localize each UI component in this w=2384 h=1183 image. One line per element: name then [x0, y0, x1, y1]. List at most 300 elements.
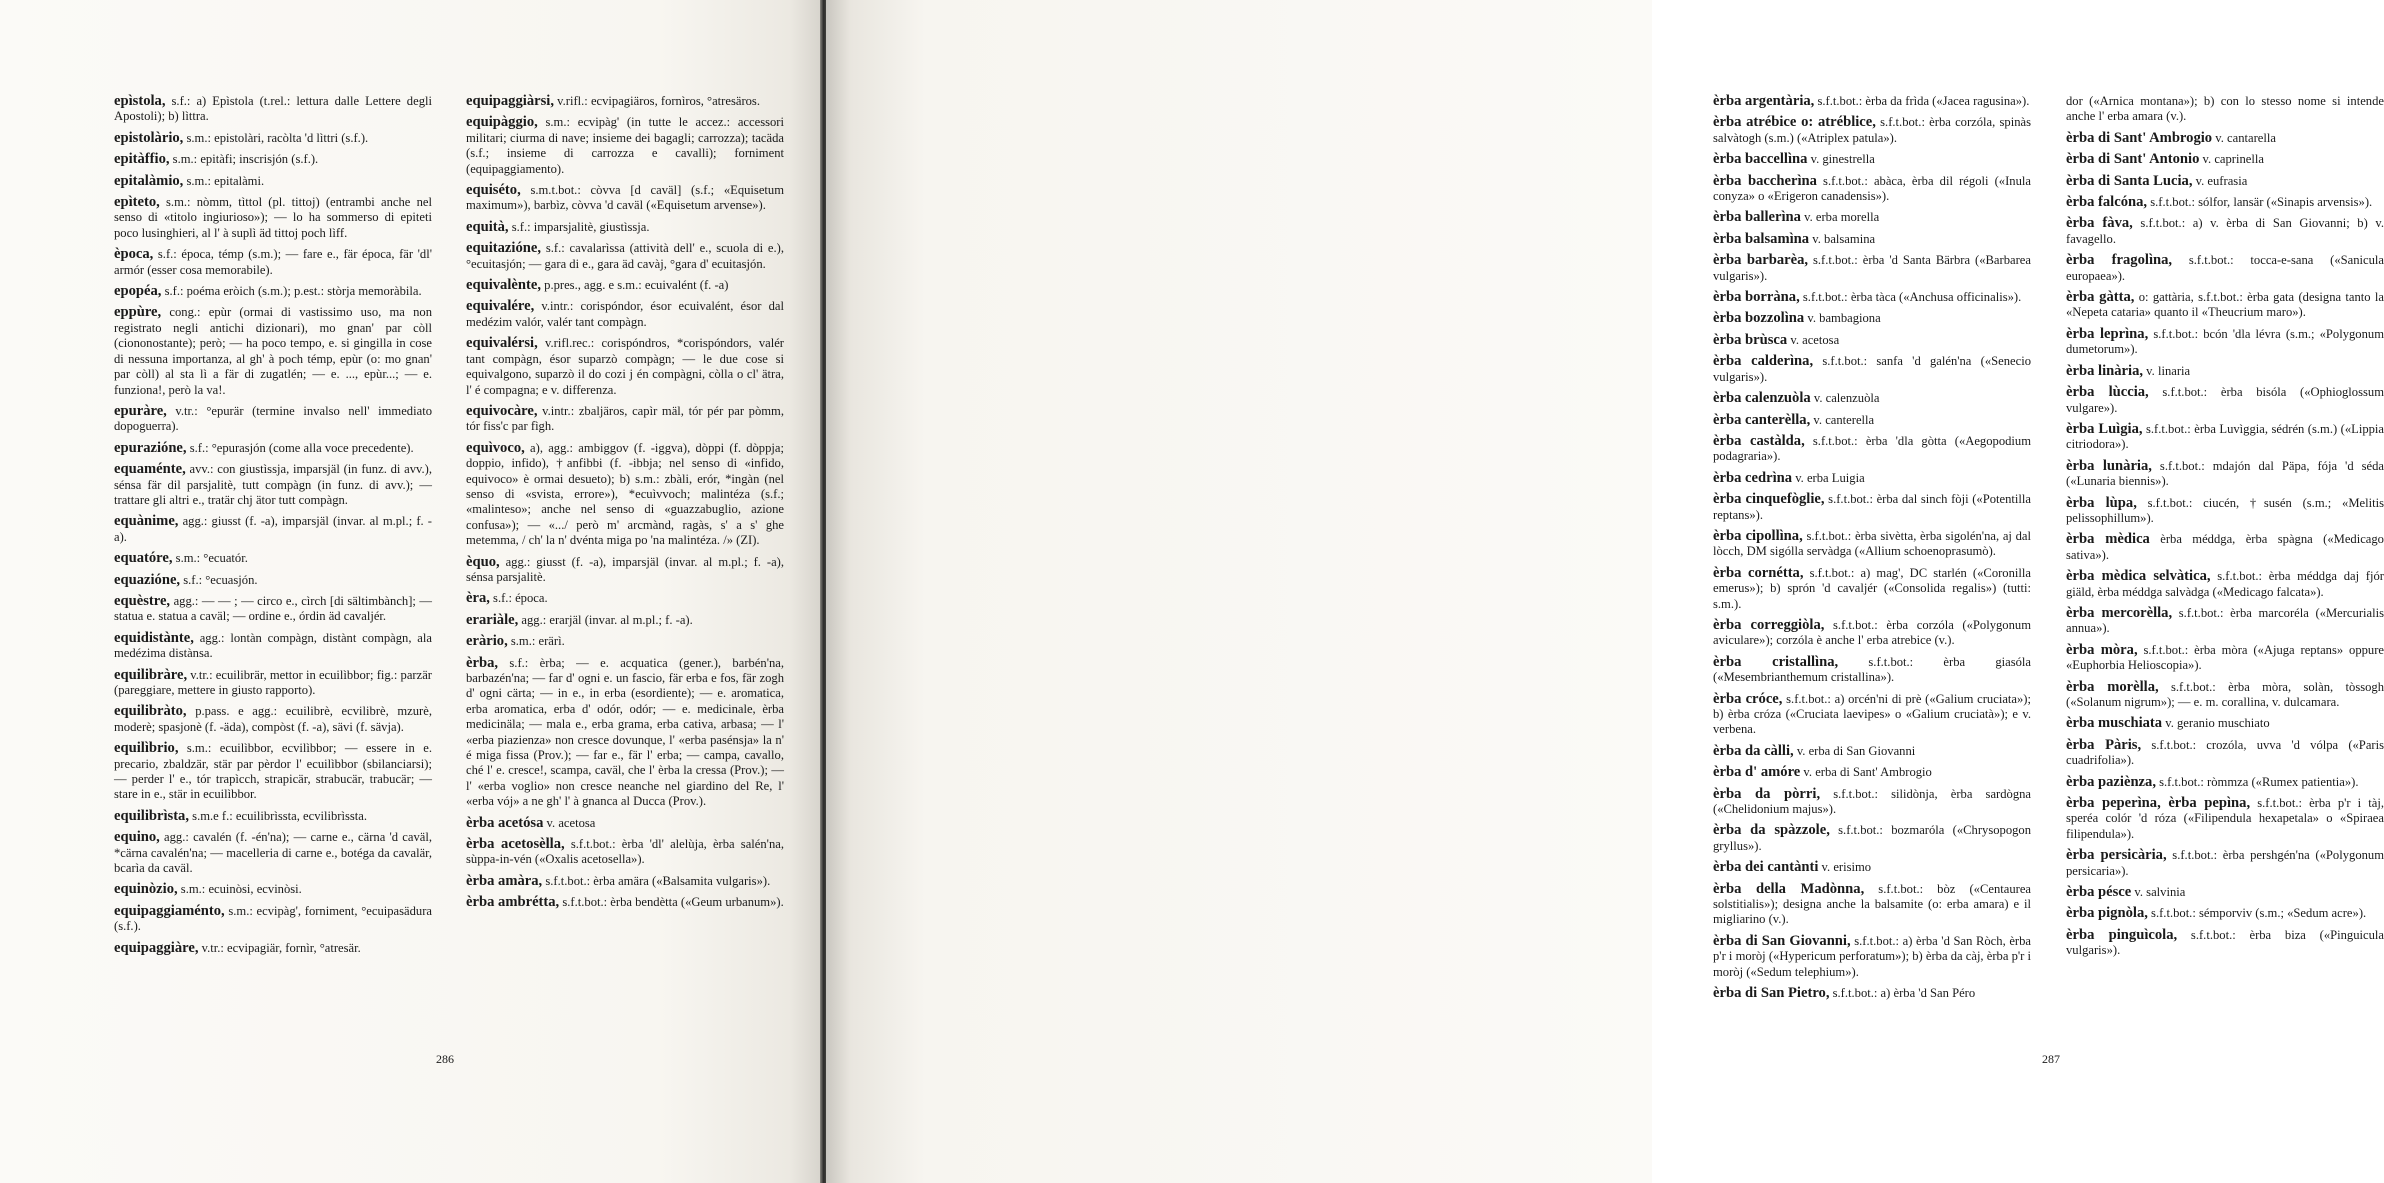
dictionary-entry: [114, 462, 432, 508]
dictionary-entry: [114, 551, 432, 566]
entry-definition: dor («Arnica montana»); b) con lo stesso nome si intende anche l' erba amara (v.).: [2066, 94, 2384, 124]
dictionary-entry: [2066, 532, 2384, 563]
entry-definition: s.m.: nòmm, tìttol (pl. tittoj) (entrambi anche nel senso di «titolo ingiurioso»); — lo ha sommerso di epiteti poco lusinghieri, al l' à suplì äd tittoj poch lìff.: [114, 195, 432, 240]
entry-headword: equipàggio,: [466, 114, 538, 131]
entry-definition: s.m.: ecvipàg', forniment, °ecuipasädura (s.f.).: [114, 903, 432, 934]
entry-headword: èrba Luìgia,: [2066, 420, 2143, 437]
dictionary-entry: [466, 241, 784, 272]
dictionary-entry: [2066, 643, 2384, 674]
dictionary-entry: [2066, 94, 2384, 125]
entry-headword: èrba borràna,: [1713, 289, 1800, 306]
dictionary-entry: [1713, 311, 2031, 326]
entry-definition: s.f.t.bot.: èrba p'r i tàj, speréa colór 'd róza («Filipendula hexapetala» o «Spiraea filipendula»).: [2066, 796, 2384, 841]
dictionary-entry: [114, 882, 432, 897]
entry-headword: epìstola,: [114, 93, 166, 109]
dictionary-entry: [466, 278, 784, 293]
entry-headword: èrba acetósa: [466, 814, 544, 831]
dictionary-entry: [2066, 195, 2384, 210]
entry-headword: èrba ambrétta,: [466, 894, 560, 911]
dictionary-entry: [1713, 333, 2031, 348]
entry-headword: èrba ballerìna: [1713, 209, 1801, 226]
entry-headword: èrba calenzuòla: [1713, 390, 1811, 407]
entry-definition: s.f.t.bot.: èrba bisóla («Ophioglossum vulgare»).: [2066, 385, 2384, 415]
entry-headword: èquo,: [466, 553, 500, 570]
entry-definition: a), agg.: ambiggov (f. -iggva), dòppi (f. dòppja; doppio, infido), †anfibbi (f. -ibbja; nel senso di «infido, equivoco» è ormai desueto); b) s.m.: zbàli, erór, *ingàn (nel senso di «svista, errore»), *ecuìvvoch; malintéza (s.f.; «malinteso»; anche nel senso di «guazzabuglio, azione confusa»); — «.../ però m' arcmànd, ragàs, s' a s' ghe metemma, / ch' la n' dvénta miga po 'na malintéza. /» (ZI).: [466, 440, 784, 548]
entry-definition: s.f.t.bot.: èrba pershgén'na («Polygonum persicaria»).: [2066, 848, 2384, 878]
entry-headword: equìvoco,: [466, 439, 525, 456]
entry-definition: s.f.t.bot.: sólfor, lansär («Sinapis arvensis»).: [2147, 195, 2373, 210]
entry-definition: v.intr.: zbaljäros, capìr mäl, tór pér par pòmm, tór fiss'c par fìgh.: [466, 403, 784, 434]
entry-headword: èrba brùsca: [1713, 331, 1788, 348]
entry-headword: epuràre,: [114, 402, 167, 419]
dictionary-entry: [2066, 290, 2384, 321]
entry-definition: s.f.t.bot.: bòz («Centaurea solstitialis»); designa anche la balsamite (o: erba amara) e il migliarino (v.).: [1713, 881, 2031, 927]
dictionary-entry: [466, 220, 784, 235]
entry-definition: s.f.t.bot.: èrba 'd Santa Bärbra («Barbarea vulgaris»).: [1713, 253, 2031, 283]
entry-headword: èrba pazièn​za,: [2066, 773, 2156, 790]
entry-headword: èrba cinquefòglie,: [1713, 491, 1825, 508]
left-page-column-1: [114, 94, 432, 962]
entry-headword: èrba pésce: [2066, 884, 2132, 901]
entry-headword: èrba cristallìna,: [1713, 653, 1839, 670]
entry-headword: èrba cróce,: [1713, 690, 1783, 707]
entry-headword: èrba mòra,: [2066, 641, 2138, 658]
entry-definition: v. eufrasia: [2192, 173, 2248, 188]
dictionary-entry: [1713, 434, 2031, 465]
dictionary-entry: [114, 94, 432, 125]
dictionary-entry: [466, 613, 784, 628]
dictionary-entry: [1713, 290, 2031, 305]
dictionary-entry: [1713, 471, 2031, 486]
entry-headword: èrba baccellìna: [1713, 151, 1808, 168]
entry-headword: èrba amàra,: [466, 872, 543, 889]
dictionary-entry: [466, 115, 784, 177]
entry-definition: s.f.t.bot.: èrba 'dla gòtta («Aegopodium podagraria»).: [1713, 433, 2032, 464]
entry-headword: equità,: [466, 218, 509, 235]
dictionary-entry: [1713, 618, 2031, 649]
dictionary-entry: [2066, 606, 2384, 637]
entry-headword: èrba barbarèa,: [1713, 252, 1809, 269]
entry-definition: s.f.t.bot.: tocca-e-sana («Sanicula europaea»).: [2066, 253, 2384, 283]
right-page-column-2: [2066, 94, 2384, 965]
entry-headword: equipaggiàrsi,: [466, 93, 554, 109]
left-page-column-2: [466, 94, 784, 917]
page-number-left: 286: [436, 1052, 454, 1066]
entry-headword: equivalérsi,: [466, 335, 538, 352]
dictionary-entry: [2066, 216, 2384, 247]
entry-headword: epitalàmio,: [114, 172, 184, 189]
entry-definition: v. balsamina: [1809, 231, 1876, 246]
entry-headword: equilibràto,: [114, 703, 187, 720]
dictionary-entry: [2066, 716, 2384, 731]
entry-definition: v. calenzuòla: [1810, 391, 1880, 406]
dictionary-entry: [114, 668, 432, 699]
entry-definition: v. acetosa: [543, 815, 596, 830]
entry-headword: èrba cornétta,: [1713, 564, 1804, 581]
entry-headword: èrba falcóna,: [2066, 194, 2148, 211]
dictionary-entry: [2066, 796, 2384, 842]
entry-definition: agg.: erarjäl (invar. al m.pl.; f. -a).: [518, 612, 693, 627]
entry-headword: èrba dei cantànti: [1713, 859, 1819, 876]
dictionary-entry: [114, 904, 432, 935]
entry-definition: s.f.t.bot.: èrba tàca («Anchusa officinalis»).: [1799, 290, 2022, 305]
entry-headword: erariàle,: [466, 611, 519, 628]
dictionary-entry: [1713, 492, 2031, 523]
entry-definition: s.f.t.bot.: abàca, èrba dil régoli («Inula conyza» o «Erigeron canadensis»).: [1713, 173, 2031, 204]
entry-definition: v. erba di Sant' Ambrogio: [1800, 765, 1932, 780]
dictionary-entry: [1713, 94, 2031, 109]
entry-definition: s.f.t.bot.: bcón 'dla lévra (s.m.; «Polygonum dumetorum»).: [2066, 326, 2384, 357]
dictionary-entry: [466, 895, 784, 910]
entry-headword: èrba balsamìna: [1713, 230, 1810, 247]
dictionary-entry: [2066, 131, 2384, 146]
entry-headword: èrba peperìna, èrba pepìna,: [2066, 795, 2251, 812]
dictionary-entry: [466, 555, 784, 586]
entry-definition: v. caprinella: [2199, 152, 2264, 167]
entry-headword: èrba,: [466, 654, 499, 671]
entry-definition: agg.: — — ; — circo e., cìrch [di sältimbànch]; — statua e. statua a caväl; — ordine e., órdin äd cavaljér.: [114, 593, 432, 624]
entry-definition: s.f.: cavalarìssa (attività dell' e., scuola di e.), °ecuitasjón; — gara di e., gara äd cavàj, °gara d' ecuitasjón.: [466, 241, 784, 271]
entry-definition: v. ginestrella: [1807, 152, 1875, 167]
entry-headword: èrba leprìna,: [2066, 325, 2149, 342]
entry-definition: s.f.t.bot.: èrba giasóla («Mesembrianthemum cristallina»).: [1713, 654, 2031, 685]
entry-headword: equivalére,: [466, 298, 535, 315]
entry-headword: èrba gàtta,: [2066, 289, 2135, 306]
dictionary-entry: [466, 94, 784, 109]
entry-definition: v. geranio muschiato: [2162, 716, 2270, 731]
dictionary-entry: [466, 404, 784, 435]
dictionary-entry: [114, 514, 432, 545]
entry-headword: equilìbrio,: [114, 740, 179, 757]
entry-definition: v.tr.: ecvipagiär, fornìr, °atresär.: [198, 940, 361, 955]
entry-definition: s.f.t.bot.: a) orcén'ni di prè («Galium cruciata»); b) èrba cróza («Cruciata laevipes» o «Galium cruciatà»); e v. verbena.: [1713, 691, 2031, 737]
dictionary-entry: [2066, 422, 2384, 453]
dictionary-entry: [114, 152, 432, 167]
entry-definition: v. cantarella: [2212, 130, 2276, 145]
dictionary-entry: [466, 183, 784, 214]
dictionary-entry: [2066, 738, 2384, 769]
entry-definition: s.m.: epitalàmi.: [183, 173, 265, 188]
entry-definition: avv.: con giustìssja, imparsjäl (in funz. di avv.), sénsa fär dil parsjalitè, tutt compàgn (in funz. di avv.); — trattare gli altri e., tratär chj ätor tutt compàgn.: [114, 462, 432, 507]
entry-definition: v.tr.: ecuilibrär, mettor in ecuilìbbor; fig.: parzär (pareggiare, mettere in giusto rapporto).: [114, 667, 432, 697]
dictionary-entry: [1713, 391, 2031, 406]
entry-headword: èrba da spàzzole,: [1713, 822, 1830, 839]
dictionary-entry: [114, 631, 432, 662]
dictionary-entry: [1713, 174, 2031, 205]
entry-headword: èrba di Sant' Ambrogio: [2066, 129, 2213, 146]
dictionary-entry: [466, 837, 784, 868]
dictionary-entry: [2066, 928, 2384, 959]
dictionary-entry: [1713, 765, 2031, 780]
entry-definition: s.f.t.bot.: èrba sivètta, èrba sigolén'na, aj dal lòcch, DM sigólla servàdga («Allium schoenoprasumò).: [1713, 528, 2031, 559]
dictionary-entry: [1713, 934, 2031, 980]
dictionary-entry: [1713, 210, 2031, 225]
entry-definition: s.f.: a) Epìstola (t.rel.: lettura dalle Lettere degli Apostoli); b) lìttra.: [114, 94, 432, 124]
entry-definition: s.f.t.bot.: crozóla, uvva 'd vólpa («Paris cuadrifolia»).: [2066, 737, 2384, 768]
dictionary-entry: [114, 305, 432, 397]
dictionary-entry: [2066, 385, 2384, 416]
dictionary-entry: [1713, 232, 2031, 247]
dictionary-entry: [1713, 655, 2031, 686]
entry-headword: èrba cipollìna,: [1713, 527, 1803, 544]
dictionary-entry: [114, 441, 432, 456]
dictionary-entry: [1713, 692, 2031, 738]
entry-headword: èrba argentària,: [1713, 93, 1815, 109]
dictionary-entry: [114, 741, 432, 803]
entry-headword: equivocàre,: [466, 402, 538, 419]
entry-headword: èrba correggiòla,: [1713, 616, 1825, 633]
entry-definition: o: gattària, s.f.t.bot.: èrba gata (designa tanto la «Nepeta cataria» quanto il «Theucrium maro»).: [2066, 290, 2384, 320]
entry-definition: p.pres., agg. e s.m.: ecuivalént (f. -a): [541, 278, 729, 293]
entry-definition: agg.: giusst (f. -a), imparsjäl (invar. al m.pl.; f. -a), sénsa parsjalitè.: [466, 554, 784, 584]
entry-definition: s.m.e f.: ecuilibrìssta, ecvilibrìssta.: [189, 808, 368, 823]
entry-definition: agg.: giusst (f. -a), imparsjäl (invar. al m.pl.; f. -a).: [114, 514, 432, 544]
entry-definition: s.f.t.bot.: mdajón dal Päpa, fója 'd séda («Lunaria biennis»).: [2066, 458, 2384, 489]
entry-headword: equilibrìsta,: [114, 807, 190, 824]
entry-definition: v.rifl.rec.: corispóndros, *corispóndors, valér tant compàgn, ésor suparzò compàgn; — le due cose si equivalgono, suparzò il do cozi j én compàgni, còlla o cl' ätra, l' é compagna; e v. differenza.: [466, 336, 784, 397]
dictionary-entry: [114, 941, 432, 956]
entry-definition: agg.: cavalén (f. -én'na); — carne e., cärna 'd caväl, *cärna cavalén'na; — macelleria di carne e., botéga da cavalär, bcarìa da caväl.: [114, 830, 432, 876]
entry-headword: epopéa,: [114, 283, 162, 300]
entry-headword: equinòzio,: [114, 881, 178, 898]
entry-definition: s.m.: ecuilìbbor, ecvilìbbor; — essere in e. precario, zbaldzär, stär par pèrdor l' ecuilìbbor (sbilanciarsi); — perder l' e., tór trapìcch, strapicär, strabucär, trabucär; — stare in e., stär in ecuilìbbor.: [114, 741, 432, 802]
entry-definition: v. erba Luigia: [1792, 470, 1865, 485]
entry-headword: èrba pinguìcola,: [2066, 926, 2178, 943]
entry-definition: s.f.t.bot.: èrba marcoréla («Mercurialis annua»).: [2066, 605, 2384, 636]
dictionary-entry: [2066, 848, 2384, 879]
dictionary-entry: [2066, 680, 2384, 711]
dictionary-entry: [114, 174, 432, 189]
entry-headword: èrba persicària,: [2066, 847, 2167, 864]
entry-definition: s.f.: época, témp (s.m.); — fare e., fär época, fär 'dl' armór (esser cosa memorabile).: [114, 247, 432, 277]
entry-headword: èrba lùpa,: [2066, 494, 2137, 511]
entry-headword: equiséto,: [466, 182, 521, 199]
dictionary-entry: [2066, 364, 2384, 379]
entry-headword: èrba di San Giovanni,: [1713, 932, 1851, 949]
dictionary-entry: [1713, 253, 2031, 284]
entry-definition: s.f.t.bot.: ciucén, †susén (s.m.; «Melitis pelissophillum»).: [2066, 495, 2384, 525]
dictionary-entry: [1713, 354, 2031, 385]
entry-definition: s.f.t.bot.: èrba dal sinch fòji («Potentilla reptans»).: [1713, 492, 2031, 522]
entry-definition: v. salvinia: [2131, 885, 2186, 900]
dictionary-entry: [466, 591, 784, 606]
entry-headword: èrba linària,: [2066, 362, 2144, 379]
entry-headword: èrba fragolìna,: [2066, 252, 2173, 269]
dictionary-entry: [114, 809, 432, 824]
dictionary-entry: [2066, 152, 2384, 167]
entry-headword: èrba canterèlla,: [1713, 411, 1811, 428]
dictionary-entry: [2066, 569, 2384, 600]
dictionary-entry: [114, 247, 432, 278]
entry-definition: v. linaria: [2143, 363, 2191, 378]
dictionary-entry: [114, 594, 432, 625]
dictionary-entry: [1713, 787, 2031, 818]
entry-definition: v.intr.: corispóndor, ésor ecuivalént, ésor dal medézim valór, valér tant compàgn.: [466, 299, 784, 329]
entry-headword: èrba bozzolìna: [1713, 310, 1805, 327]
entry-headword: èrba da pòrri,: [1713, 785, 1821, 802]
entry-headword: equatóre,: [114, 550, 173, 567]
entry-definition: s.m.: epistolàri, racòlta 'd lìttri (s.f.).: [183, 130, 369, 145]
entry-headword: èrba della Madònna,: [1713, 880, 1865, 897]
entry-definition: s.f.t.bot.: èrba méddga daj fjór giäld, èrba méddga salvàdga («Medicago falcata»).: [2066, 569, 2384, 599]
dictionary-entry: [114, 284, 432, 299]
entry-definition: v.rifl.: ecvipagiäros, fornìros, °atresäros.: [553, 94, 760, 108]
entry-definition: v. erba di San Giovanni: [1793, 743, 1916, 758]
dictionary-entry: [466, 874, 784, 889]
dictionary-entry: [1713, 152, 2031, 167]
entry-definition: p.pass. e agg.: ecuilibrè, ecvilibrè, mzurè, moderè; spasjonè (f. -äda), compòst (f. -a), sävi (f. sävja).: [114, 704, 432, 734]
dictionary-entry: [1713, 413, 2031, 428]
entry-headword: epitàffio,: [114, 151, 170, 168]
dictionary-entry: [466, 441, 784, 549]
entry-headword: equèstre,: [114, 592, 171, 609]
entry-definition: v. bambagiona: [1804, 311, 1881, 326]
entry-definition: s.m.: ecvipàg' (in tutte le accez.: accessori militari; ciurma di nave; insieme dei bagagli; carrozza); tacäda (s.f.; insieme di carrozza e cavalli); forniment (equipaggiamento).: [466, 115, 784, 176]
entry-definition: s.f.t.bot.: èrba Luvìggia, sédrén (s.m.) («Lippia citriodora»).: [2066, 421, 2384, 452]
dictionary-entry: [1713, 986, 2031, 1001]
entry-definition: v.tr.: °epurär (termine invalso nell' immediato dopoguerra).: [114, 403, 432, 434]
entry-definition: s.m.t.bot.: còvva [d caväl] (s.f.; «Equisetum maximum»), barbìz, còvva 'd caväl («Equisetum arvense»).: [466, 183, 784, 213]
entry-headword: equivalènte,: [466, 277, 541, 294]
dictionary-entry: [114, 131, 432, 146]
entry-definition: s.f.: época.: [489, 591, 548, 606]
entry-headword: èrba mèdica selvàtica,: [2066, 568, 2211, 585]
entry-definition: s.f.: èrba; — e. acquatica (gener.), barbén'na, barbazén'na; — far d' ogni e. un fascio, fär erba e fos, fär zogh d' ogni cärta; — in e., in erba (esordiente); — e. aromatica, erba aromatica, erba d' odór, odór; — e. medicinale, èrba medicinäla; — mala e., erba grama, erba cativa, arbasa; — l' «erba piazienza» non cresce dovunque, l' «erba pasénsja» la n' é miga fissa (Prov.); — far e., fär l' erba; — campa, cavallo, ché l' e. cresce!, scampa, caväl, che l' èrba la cressa (Prov.); — l' «erba voglio» non cresce neanche nel giardino del Re, l' «erba vój» a ne gh' l' à gnanca al Ducca (Prov.).: [466, 655, 784, 809]
entry-definition: s.f.t.bot.: èrba 'dl' alelùja, èrba salén'na, sùppa-in-vén («Oxalis acetosella»).: [466, 837, 784, 867]
dictionary-entry: [2066, 327, 2384, 358]
entry-headword: equaménte,: [114, 461, 186, 478]
dictionary-entry: [1713, 566, 2031, 612]
entry-headword: èrba di Sant' Antonio: [2066, 151, 2200, 168]
entry-definition: s.f.t.bot.: a) mag', DC starlén («Coronilla emerus»); b) sprón 'd cavaljér («Consolida regalis») (tutti: s.m.).: [1713, 565, 2031, 611]
dictionary-entry: [1713, 115, 2031, 146]
entry-definition: s.f.t.bot.: sanfa 'd galén'na («Senecio vulgaris»).: [1713, 354, 2031, 384]
dictionary-entry: [2066, 775, 2384, 790]
entry-definition: s.f.: poéma eròich (s.m.); p.est.: stòrja memoràbila.: [161, 284, 422, 299]
entry-definition: s.f.t.bot.: èrba mòra, solàn, tòssogh («Solanum nigrum»); — e. m. corallina, v. dulcamara.: [2066, 679, 2384, 709]
dictionary-entry: [2066, 885, 2384, 900]
entry-headword: equino,: [114, 829, 160, 846]
entry-headword: èrba lunària,: [2066, 457, 2152, 474]
dictionary-entry: [466, 816, 784, 831]
dictionary-entry: [1713, 882, 2031, 928]
entry-headword: èrba pignòla,: [2066, 905, 2148, 922]
entry-headword: èrba mercorèlla,: [2066, 604, 2173, 621]
entry-definition: s.f.: °ecuasjón.: [180, 572, 258, 587]
entry-definition: v. erba morella: [1800, 210, 1880, 225]
entry-definition: s.f.t.bot.: a) v. èrba di San Giovanni; b) v. favagello.: [2066, 216, 2384, 246]
entry-headword: epìteto,: [114, 194, 160, 211]
entry-headword: èrba Pàris,: [2066, 736, 2142, 753]
entry-definition: v. canterella: [1810, 412, 1875, 427]
entry-headword: èrba di San Pietro,: [1713, 985, 1830, 1002]
entry-definition: s.f.t.bot.: èrba corzóla («Polygonum aviculare»); corzóla è anche l' erba atrebice (v.).: [1713, 617, 2031, 648]
entry-definition: s.f.t.bot.: ròmmza («Rumex patientia»).: [2155, 774, 2359, 789]
entry-headword: èrba atrébice o: atréblice,: [1713, 114, 1876, 131]
entry-headword: època,: [114, 246, 154, 263]
dictionary-entry: [2066, 174, 2384, 189]
entry-definition: s.f.t.bot.: a) èrba 'd San Péro: [1829, 986, 1976, 1001]
entry-definition: s.f.t.bot.: èrba bendètta («Geum urbanum»).: [559, 895, 784, 910]
entry-definition: s.f.t.bot.: èrba da frìda («Jacea ragusina»).: [1814, 94, 2030, 108]
dictionary-entry: [466, 336, 784, 398]
entry-definition: s.f.t.bot.: bozmaróla («Chrysopogon gryllus»).: [1713, 823, 2032, 853]
entry-definition: s.m.: °ecuatór.: [172, 551, 248, 566]
dictionary-entry: [114, 404, 432, 435]
right-page-column-1: [1713, 94, 2031, 1008]
entry-headword: èrba calderìna,: [1713, 353, 1814, 370]
entry-definition: èrba méddga, èrba spàgna («Medicago sativa»).: [2066, 532, 2384, 562]
entry-headword: èrba acetosèlla,: [466, 836, 565, 853]
entry-definition: s.m.: ecuinòsi, ecvinòsi.: [177, 882, 302, 897]
entry-definition: s.f.: imparsjalitè, giustìssja.: [508, 219, 650, 234]
entry-headword: epurazióne,: [114, 439, 187, 456]
dictionary-entry: [466, 634, 784, 649]
entry-headword: èrba morèlla,: [2066, 678, 2159, 695]
dictionary-entry: [466, 656, 784, 810]
entry-definition: agg.: lontàn compàgn, distànt compàgn, ala medézima distànsa.: [114, 630, 432, 661]
entry-definition: s.f.t.bot.: èrba corzóla, spinàs salvàtogh (s.m.) («Atriplex patula»).: [1713, 115, 2032, 145]
entry-headword: equidistànte,: [114, 629, 194, 646]
dictionary-entry: [114, 830, 432, 876]
entry-definition: s.f.t.bot.: silidònja, èrba sardògna («Chelidonium majus»).: [1713, 786, 2031, 817]
entry-definition: s.m.: epitàfi; inscrisjón (s.f.).: [169, 152, 319, 167]
entry-headword: equazióne,: [114, 571, 181, 588]
entry-headword: eràrio,: [466, 633, 508, 650]
dictionary-entry: [1713, 823, 2031, 854]
entry-headword: èrba lùccia,: [2066, 384, 2149, 401]
entry-headword: èrba mèdica: [2066, 531, 2150, 548]
entry-headword: equipaggiaménto,: [114, 902, 225, 919]
entry-definition: v. erisimo: [1818, 860, 1872, 875]
entry-definition: cong.: epùr (ormai di vastissimo uso, ma non registrato negli antichi dizionari), mo gnan' par còll (ciononostante); però; — ha poco tempo, e. si gingilla in cose di nessuna importanza, al gh' à poch témp, epùr (o: mo gnan' par còll) al sta lì a fär di zugatlén; — e. ..., epùr...; — e. funziona!, però la va!.: [114, 305, 432, 397]
entry-headword: èrba cedrìna: [1713, 469, 1793, 486]
entry-definition: s.m.: erärì.: [507, 634, 565, 649]
entry-headword: èrba d' amóre: [1713, 764, 1801, 781]
dictionary-entry: [114, 195, 432, 241]
entry-headword: èrba fàva,: [2066, 215, 2133, 232]
entry-headword: èra,: [466, 590, 490, 607]
entry-headword: eppùre,: [114, 304, 162, 321]
entry-definition: s.f.t.bot.: èrba mòra («Ajuga reptans» oppure «Euphorbia Helioscopia»).: [2066, 642, 2384, 673]
dictionary-entry: [2066, 459, 2384, 490]
entry-headword: èrba baccherìna: [1713, 172, 1817, 189]
entry-headword: equànime,: [114, 513, 179, 530]
dictionary-entry: [2066, 253, 2384, 284]
dictionary-entry: [1713, 529, 2031, 560]
dictionary-entry: [2066, 496, 2384, 527]
page-number-right: 287: [2042, 1052, 2060, 1066]
entry-headword: èrba muschiata: [2066, 715, 2163, 732]
entry-headword: èrba da càlli,: [1713, 742, 1794, 759]
dictionary-entry: [1713, 744, 2031, 759]
entry-headword: equilibràre,: [114, 666, 188, 683]
entry-headword: equitazióne,: [466, 240, 541, 257]
entry-headword: èrba castàlda,: [1713, 432, 1805, 449]
entry-definition: s.f.: °epurasjón (come alla voce precedente).: [186, 440, 414, 455]
entry-definition: s.f.t.bot.: èrba biza («Pinguicula vulgaris»).: [2066, 927, 2384, 958]
dictionary-entry: [114, 704, 432, 735]
dictionary-entry: [466, 299, 784, 330]
entry-definition: s.f.t.bot.: èrba amära («Balsamita vulgaris»).: [542, 873, 771, 888]
entry-definition: v. acetosa: [1787, 332, 1840, 347]
entry-headword: èrba di Santa Lucia,: [2066, 172, 2193, 189]
left-page: [0, 0, 822, 1183]
dictionary-entry: [2066, 906, 2384, 921]
entry-definition: s.f.t.bot.: a) èrba 'd San Ròch, èrba p'r i moròj («Hypericum perforatum»); b) èrba da càj, èrba p'r i moròj («Sedum telephium»).: [1713, 933, 2031, 979]
dictionary-entry: [114, 573, 432, 588]
entry-headword: epistolàrio,: [114, 129, 184, 146]
